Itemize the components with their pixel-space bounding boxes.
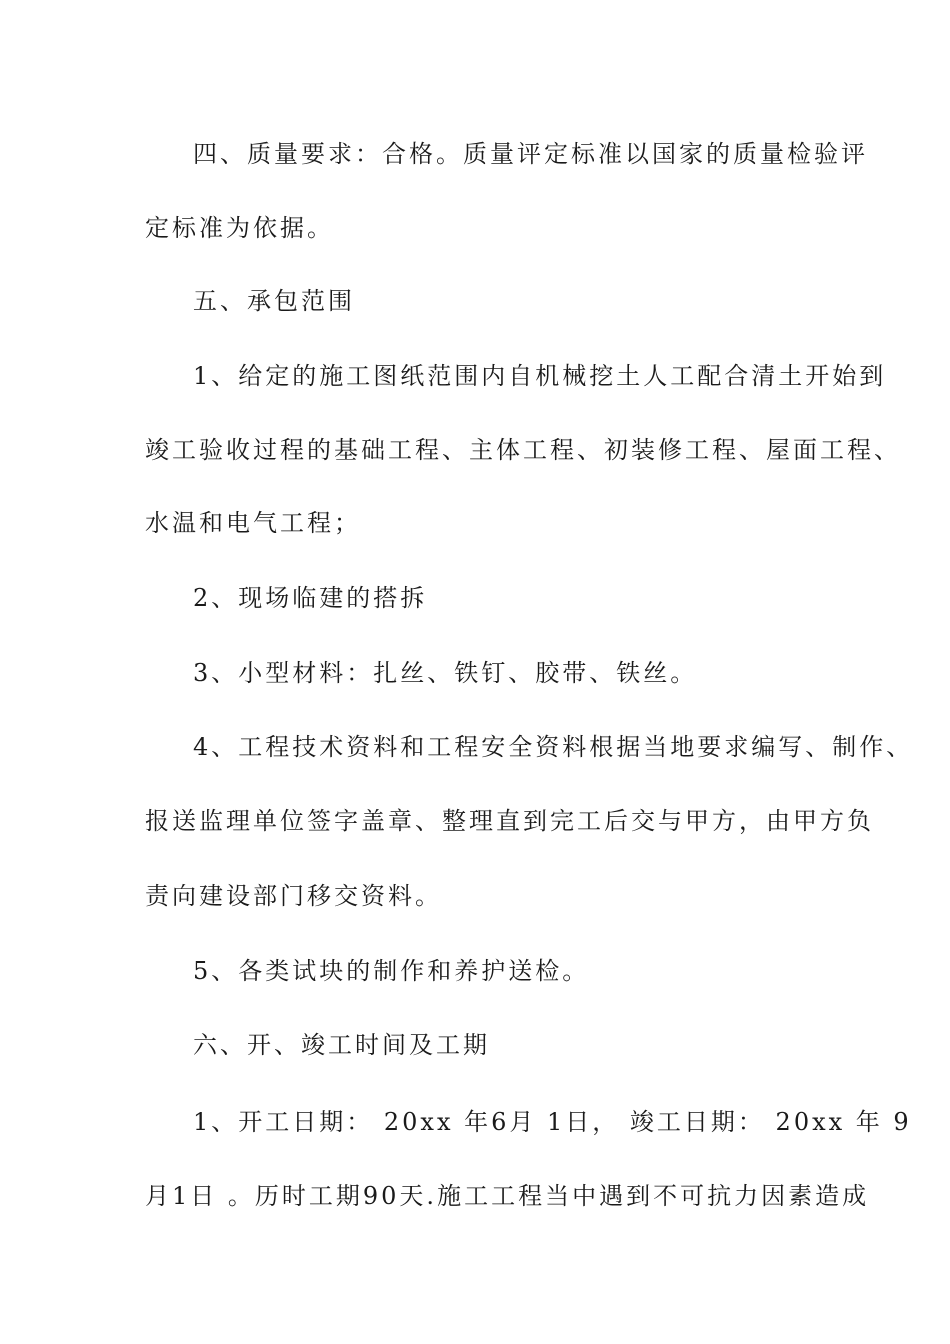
scope-item-5: 5、各类试块的制作和养护送检。 xyxy=(193,957,590,985)
heading-contract-scope: 五、承包范围 xyxy=(193,287,355,315)
scope-item-1-cont: 竣工验收过程的基础工程、主体工程、初装修工程、屋面工程、 xyxy=(145,436,901,464)
scope-item-3: 3、小型材料：扎丝、铁钉、胶带、铁丝。 xyxy=(193,659,698,687)
scope-item-4-cont: 报送监理单位签字盖章、整理直到完工后交与甲方，由甲方负 xyxy=(145,807,874,835)
scope-item-1-cont-2: 水温和电气工程； xyxy=(145,509,361,537)
paragraph-quality-requirements: 四、质量要求：合格。质量评定标准以国家的质量检验评 xyxy=(193,140,868,168)
schedule-item-1: 1、开工日期： 20xx 年6月 1日， 竣工日期： 20xx 年 9 xyxy=(193,1108,912,1136)
schedule-item-1-cont: 月1日 。历时工期90天.施工工程当中遇到不可抗力因素造成 xyxy=(145,1182,870,1210)
scope-item-4-cont-2: 责向建设部门移交资料。 xyxy=(145,882,442,910)
scope-item-4: 4、工程技术资料和工程安全资料根据当地要求编写、制作、 xyxy=(193,733,914,761)
scope-item-2: 2、现场临建的搭拆 xyxy=(193,584,428,612)
heading-schedule: 六、开、竣工时间及工期 xyxy=(193,1031,490,1059)
paragraph-quality-requirements-cont: 定标准为依据。 xyxy=(145,214,334,242)
scope-item-1: 1、给定的施工图纸范围内自机械挖土人工配合清土开始到 xyxy=(193,362,887,390)
